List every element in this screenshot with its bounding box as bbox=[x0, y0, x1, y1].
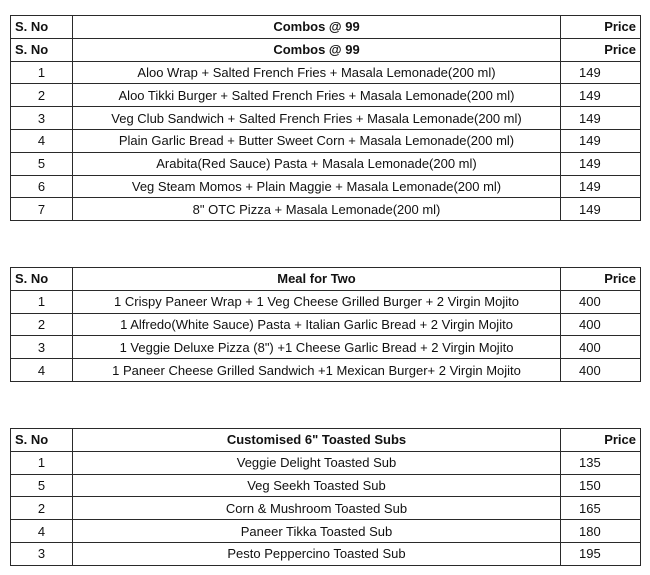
row-item: 1 Veggie Deluxe Pizza (8") +1 Cheese Garlic Bread + 2 Virgin Mojito bbox=[73, 336, 561, 359]
row-item: 8" OTC Pizza + Masala Lemonade(200 ml) bbox=[73, 198, 561, 221]
row-item: Veg Club Sandwich + Salted French Fries + Masala Lemonade(200 ml) bbox=[73, 107, 561, 130]
row-sno: 4 bbox=[11, 359, 73, 382]
row-item: Pesto Peppercino Toasted Sub bbox=[73, 542, 561, 565]
row-price: 195 bbox=[561, 542, 641, 565]
row-sno: 1 bbox=[11, 61, 73, 84]
toasted-subs-table bbox=[10, 428, 641, 566]
row-sno: 7 bbox=[11, 198, 73, 221]
row-item: Aloo Wrap + Salted French Fries + Masala Lemonade(200 ml) bbox=[73, 61, 561, 84]
table-header-row-repeat bbox=[11, 38, 641, 61]
sno-header: S. No bbox=[11, 429, 73, 452]
row-sno: 3 bbox=[11, 542, 73, 565]
row-item: Aloo Tikki Burger + Salted French Fries + Masala Lemonade(200 ml) bbox=[73, 84, 561, 107]
row-sno: 2 bbox=[11, 313, 73, 336]
table-row bbox=[11, 474, 641, 497]
table-header-row bbox=[11, 16, 641, 39]
row-sno: 6 bbox=[11, 175, 73, 198]
section-title: Meal for Two bbox=[73, 268, 561, 291]
section-title: Combos @ 99 bbox=[73, 38, 561, 61]
table-row bbox=[11, 175, 641, 198]
row-price: 135 bbox=[561, 451, 641, 474]
row-price: 149 bbox=[561, 84, 641, 107]
row-price: 165 bbox=[561, 497, 641, 520]
section-title: Customised 6" Toasted Subs bbox=[73, 429, 561, 452]
table-row bbox=[11, 520, 641, 543]
row-sno: 2 bbox=[11, 497, 73, 520]
row-item: Veg Steam Momos + Plain Maggie + Masala Lemonade(200 ml) bbox=[73, 175, 561, 198]
row-price: 149 bbox=[561, 198, 641, 221]
price-header: Price bbox=[561, 429, 641, 452]
row-price: 400 bbox=[561, 313, 641, 336]
table-row bbox=[11, 198, 641, 221]
row-price: 149 bbox=[561, 129, 641, 152]
meal-for-two-table bbox=[10, 267, 641, 382]
combos-table bbox=[10, 15, 641, 221]
table-row bbox=[11, 542, 641, 565]
row-item: Arabita(Red Sauce) Pasta + Masala Lemonade(200 ml) bbox=[73, 152, 561, 175]
table-row bbox=[11, 107, 641, 130]
sno-header: S. No bbox=[11, 16, 73, 39]
row-sno: 3 bbox=[11, 107, 73, 130]
table-row bbox=[11, 359, 641, 382]
table-row bbox=[11, 290, 641, 313]
table-row bbox=[11, 152, 641, 175]
row-price: 149 bbox=[561, 175, 641, 198]
row-price: 400 bbox=[561, 290, 641, 313]
row-sno: 1 bbox=[11, 451, 73, 474]
price-header: Price bbox=[561, 268, 641, 291]
row-item: Veggie Delight Toasted Sub bbox=[73, 451, 561, 474]
row-sno: 4 bbox=[11, 520, 73, 543]
table-header-row bbox=[11, 429, 641, 452]
sno-header: S. No bbox=[11, 38, 73, 61]
row-price: 150 bbox=[561, 474, 641, 497]
table-row bbox=[11, 336, 641, 359]
table-row bbox=[11, 313, 641, 336]
row-item: Paneer Tikka Toasted Sub bbox=[73, 520, 561, 543]
table-row bbox=[11, 451, 641, 474]
price-header: Price bbox=[561, 16, 641, 39]
table-header-row bbox=[11, 268, 641, 291]
row-price: 149 bbox=[561, 107, 641, 130]
row-sno: 5 bbox=[11, 152, 73, 175]
row-item: 1 Alfredo(White Sauce) Pasta + Italian Garlic Bread + 2 Virgin Mojito bbox=[73, 313, 561, 336]
row-price: 180 bbox=[561, 520, 641, 543]
row-price: 400 bbox=[561, 359, 641, 382]
row-item: 1 Paneer Cheese Grilled Sandwich +1 Mexican Burger+ 2 Virgin Mojito bbox=[73, 359, 561, 382]
row-sno: 3 bbox=[11, 336, 73, 359]
row-price: 149 bbox=[561, 152, 641, 175]
table-row bbox=[11, 61, 641, 84]
row-price: 400 bbox=[561, 336, 641, 359]
row-sno: 5 bbox=[11, 474, 73, 497]
row-price: 149 bbox=[561, 61, 641, 84]
row-sno: 4 bbox=[11, 129, 73, 152]
table-row bbox=[11, 497, 641, 520]
row-item: 1 Crispy Paneer Wrap + 1 Veg Cheese Grilled Burger + 2 Virgin Mojito bbox=[73, 290, 561, 313]
section-title: Combos @ 99 bbox=[73, 16, 561, 39]
table-row bbox=[11, 129, 641, 152]
row-sno: 2 bbox=[11, 84, 73, 107]
table-row bbox=[11, 84, 641, 107]
row-item: Corn & Mushroom Toasted Sub bbox=[73, 497, 561, 520]
row-sno: 1 bbox=[11, 290, 73, 313]
price-header: Price bbox=[561, 38, 641, 61]
sno-header: S. No bbox=[11, 268, 73, 291]
row-item: Plain Garlic Bread + Butter Sweet Corn + Masala Lemonade(200 ml) bbox=[73, 129, 561, 152]
row-item: Veg Seekh Toasted Sub bbox=[73, 474, 561, 497]
